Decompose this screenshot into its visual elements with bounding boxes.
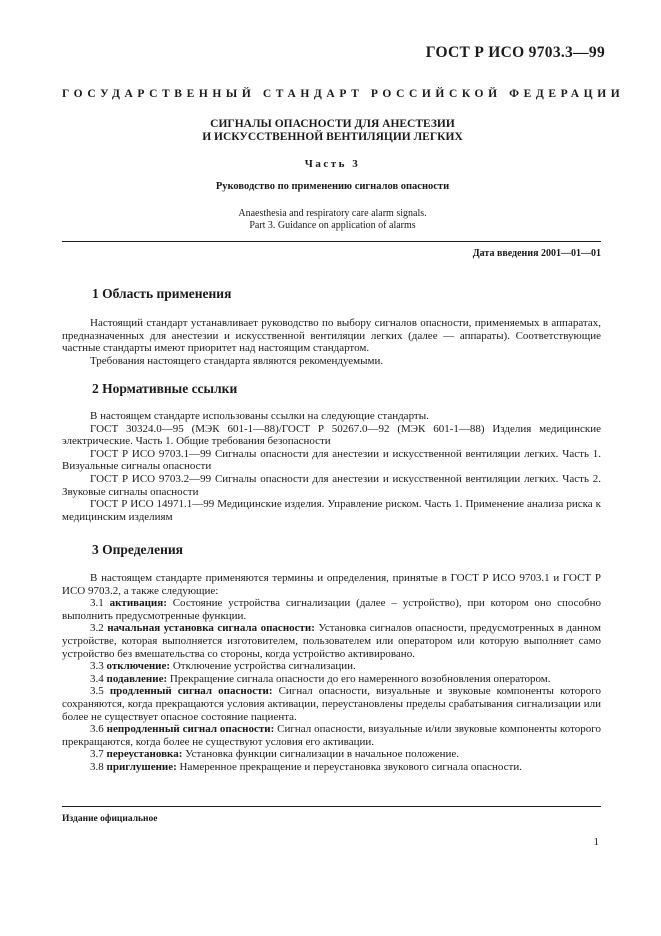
section-1-paragraph: Настоящий стандарт устанавливает руководство по выбору сигналов опасности, применяемых в аппаратах, предназначенных для анестезии и искусственной вентиляции легких (далее — аппараты). Соответствующие частные стандарты имеют приоритет над настоящим стандартом. bbox=[62, 317, 601, 355]
definition-term: активация: bbox=[109, 597, 167, 610]
definition-number: 3.7 bbox=[90, 748, 104, 761]
definition-text: Сигнал опасности, визуальные и/или звуковые компоненты которого прекращаются, когда более не существуют условия его активации. bbox=[62, 723, 602, 748]
definition-term: продленный сигнал опасности: bbox=[109, 685, 273, 698]
definition-term: непродленный сигнал опасности: bbox=[106, 723, 275, 736]
definition-term: отключение: bbox=[106, 660, 171, 673]
definition-number: 3.1 bbox=[90, 597, 104, 610]
definition-number: 3.8 bbox=[90, 760, 104, 773]
reference-item: ГОСТ Р ИСО 9703.2—99 Сигналы опасности для анестезии и искусственной вентиляции легких. Часть 2. Звуковые сигналы опасности bbox=[62, 472, 601, 498]
reference-item: ГОСТ 30324.0—95 (МЭК 601-1—88)/ГОСТ Р 50267.0—92 (МЭК 601-1—88) Изделия медицинские электрические. Часть 1. Общие требования безопасности bbox=[62, 422, 601, 448]
section-3-body bbox=[62, 572, 601, 774]
edition-label: Издание официальное bbox=[62, 814, 158, 824]
definition-text: Прекращение сигнала опасности до его намеренного возобновления оператором. bbox=[169, 672, 551, 685]
definition-item bbox=[62, 761, 601, 774]
reference-item: ГОСТ Р ИСО 9703.1—99 Сигналы опасности для анестезии и искусственной вентиляции легких. Часть 1. Визуальные сигналы опасности bbox=[62, 447, 601, 473]
section-1-body bbox=[62, 317, 601, 367]
definition-text: Состояние устройства сигнализации (далее – устройство), при котором оно способно выполнить предусмотренные функции. bbox=[62, 597, 602, 622]
english-title-line-2: Part 3. Guidance on application of alarms bbox=[249, 220, 416, 231]
english-title bbox=[60, 208, 605, 232]
definition-number: 3.5 bbox=[90, 685, 104, 698]
document-code: ГОСТ Р ИСО 9703.3—99 bbox=[425, 44, 605, 61]
english-title-line-1: Anaesthesia and respiratory care alarm signals. bbox=[238, 208, 427, 219]
footer-divider bbox=[62, 806, 601, 807]
definition-item bbox=[62, 685, 601, 723]
title-line-2: И ИСКУССТВЕННОЙ ВЕНТИЛЯЦИИ ЛЕГКИХ bbox=[202, 131, 463, 143]
section-3-heading: 3 Определения bbox=[92, 542, 183, 557]
document-subtitle: Руководство по применению сигналов опасности bbox=[215, 181, 450, 192]
definition-text: Установка функции сигнализации в начальное положение. bbox=[185, 748, 459, 761]
definition-text: Установка сигналов опасности, предусмотренных в данном устройстве, которая выполняется изготовителем, пользователем или оператором или которую выполняет само устройство без вмешательства со стороны, когда устройство активировано. bbox=[62, 622, 602, 660]
definition-item bbox=[62, 660, 601, 673]
title-divider bbox=[62, 241, 601, 242]
definition-term: приглушение: bbox=[106, 760, 177, 773]
page-number: 1 bbox=[593, 836, 599, 848]
definition-term: переустановка: bbox=[106, 748, 183, 761]
section-1-paragraph: Требования настоящего стандарта являются рекомендуемыми. bbox=[90, 354, 384, 367]
title-line-1: СИГНАЛЫ ОПАСНОСТИ ДЛЯ АНЕСТЕЗИИ bbox=[210, 118, 455, 130]
definition-term: подавление: bbox=[106, 672, 168, 685]
section-3-intro: В настоящем стандарте применяются термины и определения, принятые в ГОСТ Р ИСО 9703.1 и ГОСТ Р ИСО 9703.2, а также следующие: bbox=[62, 572, 601, 597]
definition-item bbox=[62, 597, 601, 622]
document-title bbox=[60, 118, 605, 144]
definition-number: 3.4 bbox=[90, 672, 104, 685]
definition-item bbox=[62, 673, 601, 686]
section-2-heading: 2 Нормативные ссылки bbox=[92, 381, 238, 396]
definition-text: Намеренное прекращение и переустановка звукового сигнала опасности. bbox=[179, 760, 522, 773]
definition-term: начальная установка сигнала опасности: bbox=[107, 622, 315, 635]
section-2-paragraph: В настоящем стандарте использованы ссылки на следующие стандарты. bbox=[90, 410, 429, 422]
definition-number: 3.2 bbox=[90, 622, 104, 635]
part-number: Часть 3 bbox=[304, 158, 361, 170]
reference-item: ГОСТ Р ИСО 14971.1—99 Медицинские изделия. Управление риском. Часть 1. Применение анализа риска к медицинским изделиям bbox=[62, 498, 601, 523]
definition-item bbox=[62, 622, 601, 660]
definition-number: 3.3 bbox=[90, 660, 104, 673]
definition-item bbox=[62, 723, 601, 748]
state-standard-title: ГОСУДАРСТВЕННЫЙ СТАНДАРТ РОССИЙСКОЙ ФЕДЕРАЦИИ bbox=[62, 88, 625, 100]
definition-number: 3.6 bbox=[90, 723, 104, 736]
definition-item bbox=[62, 748, 601, 761]
definition-text: Сигнал опасности, визуальные и звуковые компоненты которого сохраняются, когда прекращаются условия активации, переустановлены пределы срабатывания сигнализации или более не существует опасное состояние пациента. bbox=[62, 685, 602, 723]
definition-text: Отключение устройства сигнализации. bbox=[172, 660, 356, 673]
section-2-body bbox=[62, 410, 601, 523]
section-1-heading: 1 Область применения bbox=[92, 286, 232, 301]
introduction-date: Дата введения 2001—01—01 bbox=[472, 248, 601, 259]
